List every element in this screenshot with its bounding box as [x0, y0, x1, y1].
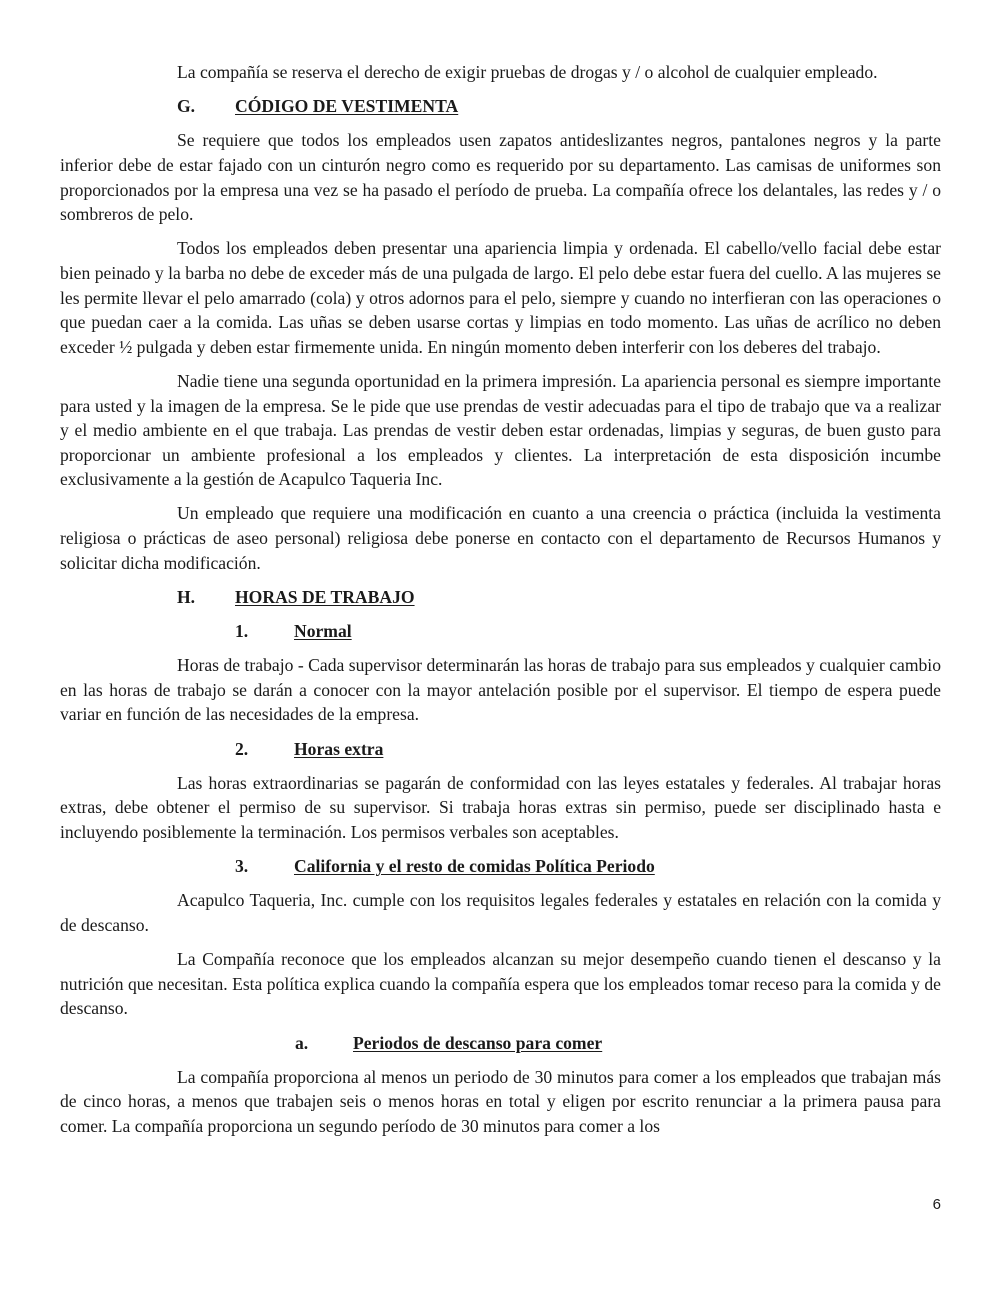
- subsection-heading-meal-periods: [60, 1031, 941, 1056]
- subsection-number: 1.: [235, 621, 249, 642]
- paragraph-first-impression: Nadie tiene una segunda oportunidad en la primera impresión. La apariencia personal es siempre importante para usted y la imagen de la empresa. Se le pide que use prendas de vestir adecuadas para el tipo de trabajo que va a realizar y el medio ambiente en el que trabaja. Las prendas de vestir deben estar ordenadas, limpias y seguras, de buen gusto para proporcionar un ambiente profesional a los empleados y clientes. La interpretación de esta disposición incumbe exclusivamente a la gestión de Acapulco Taqueria Inc.: [60, 370, 941, 490]
- paragraph-rest-nutrition: La Compañía reconoce que los empleados alcanzan su mejor desempeño cuando tienen el descanso y la nutrición que necesitan. Esta política explica cuando la compañía espera que los empleados tomar receso para la comida y de descanso.: [60, 949, 941, 1019]
- paragraph-work-hours: Horas de trabajo - Cada supervisor determinarán las horas de trabajo para sus empleados y cualquier cambio en las horas de trabajo se darán a conocer con la mayor antelación posible por el supervisor. El tiempo de espera puede variar en función de las necesidades de la empresa.: [60, 655, 941, 725]
- subsection-title: Periodos de descanso para comer: [353, 1032, 603, 1053]
- subsection-heading-meal-policy: [60, 854, 941, 879]
- section-title: CÓDIGO DE VESTIMENTA: [235, 96, 459, 117]
- subsection-heading-normal: [60, 619, 941, 644]
- subsection-title: Horas extra: [294, 738, 384, 759]
- paragraph-appearance: Todos los empleados deben presentar una apariencia limpia y ordenada. El cabello/vello facial debe estar bien peinado y la barba no debe de exceder más de una pulgada de largo. El pelo debe estar fuera del cuello. A las mujeres se les permite llevar el pelo amarrado (cola) y otros adornos para el pelo, siempre y cuando no interfieran con las operaciones o que puedan caer a la comida. Las uñas se deben usarse cortas y limpias en todo momento. Las uñas de acrílico no deben exceder ½ pulgada y deben estar firmemente unida. En ningún momento deben interferir con los deberes del trabajo.: [60, 238, 941, 357]
- section-heading-work-hours: [60, 585, 941, 610]
- page-number: 6: [932, 1196, 941, 1213]
- subsection-number: 2.: [235, 738, 249, 759]
- section-heading-dress-code: [60, 94, 941, 119]
- paragraph-legal-compliance: Acapulco Taqueria, Inc. cumple con los requisitos legales federales y estatales en relación con la comida y de descanso.: [60, 890, 941, 935]
- subsection-number: a.: [295, 1032, 309, 1053]
- subsection-number: 3.: [235, 856, 249, 877]
- subsection-heading-overtime: [60, 737, 941, 762]
- subsection-title: Normal: [294, 621, 352, 642]
- section-number: H.: [177, 586, 196, 607]
- subsection-title: California y el resto de comidas Política Periodo: [294, 856, 655, 877]
- paragraph-drug-testing: La compañía se reserva el derecho de exigir pruebas de drogas y / o alcohol de cualquier empleado.: [177, 62, 878, 82]
- paragraph-meal-periods: La compañía proporciona al menos un periodo de 30 minutos para comer a los empleados que trabajan más de cinco horas, a menos que trabajen seis o menos horas en total y eligen por escrito renunciar a la primera pausa para comer. La compañía proporciona un segundo período de 30 minutos para comer a los: [60, 1066, 941, 1136]
- paragraph-religious-accommodation: Un empleado que requiere una modificación en cuanto a una creencia o práctica (incluida la vestimenta religiosa o prácticas de aseo personal) religiosa debe ponerse en contacto con el departamento de Recursos Humanos y solicitar dicha modificación.: [60, 503, 941, 573]
- paragraph-uniform-requirements: Se requiere que todos los empleados usen zapatos antideslizantes negros, pantalones negros y la parte inferior debe de estar fajado con un cinturón negro como es requerido por su departamento. Las camisas de uniformes son proporcionados por la empresa una vez se ha pasado el período de prueba. La compañía ofrece los delantales, las redes y / o sombreros de pelo.: [60, 130, 941, 225]
- section-number: G.: [177, 96, 196, 117]
- section-title: HORAS DE TRABAJO: [235, 586, 415, 607]
- paragraph-overtime: Las horas extraordinarias se pagarán de conformidad con las leyes estatales y federales. Al trabajar horas extras, debe obtener el permiso de su supervisor. Si trabaja horas extras sin permiso, puede ser disciplinado hasta e incluyendo posiblemente la terminación. Los permisos verbales son aceptables.: [60, 772, 941, 842]
